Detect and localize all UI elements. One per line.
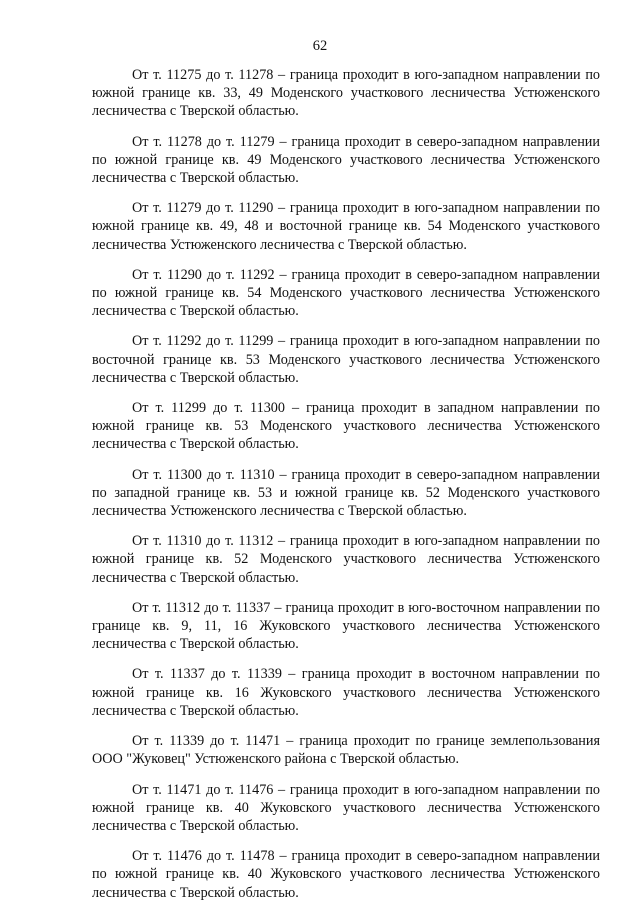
- paragraph: От т. 11290 до т. 11292 – граница проходит в северо-западном направлении по южной границе кв. 54 Моденского участкового лесничества Устюженского лесничества с Тверской областью.: [92, 266, 600, 320]
- paragraph: От т. 11299 до т. 11300 – граница проходит в западном направлении по южной границе кв. 53 Моденского участкового лесничества Устюженского лесничества с Тверской областью.: [92, 400, 600, 453]
- paragraph: От т. 11310 до т. 11312 – граница проходит в юго-западном направлении по южной границе кв. 52 Моденского участкового лесничества Устюженского лесничества с Тверской областью.: [92, 533, 600, 586]
- paragraph: От т. 11292 до т. 11299 – граница проходит в юго-западном направлении по восточной границе кв. 53 Моденского участкового лесничества Устюженского лесничества с Тверской областью.: [92, 333, 600, 386]
- paragraph: От т. 11278 до т. 11279 – граница проходит в северо-западном направлении по южной границе кв. 49 Моденского участкового лесничества Устюженского лесничества с Тверской областью.: [92, 133, 600, 187]
- page-number: 62: [312, 38, 328, 54]
- paragraph: От т. 11337 до т. 11339 – граница проходит в восточном направлении по южной границе кв. 16 Жуковского участкового лесничества Устюженского лесничества с Тверской областью.: [92, 666, 600, 719]
- paragraph: От т. 11339 до т. 11471 – граница проходит по границе землепользования ООО "Жуковец" Устюженского района с Тверской областью.: [92, 733, 600, 768]
- paragraph: От т. 11312 до т. 11337 – граница проходит в юго-восточном направлении по границе кв. 9, 11, 16 Жуковского участкового лесничества Устюженского лесничества с Тверской областью.: [92, 599, 600, 653]
- paragraph: От т. 11471 до т. 11476 – граница проходит в юго-западном направлении по южной границе кв. 40 Жуковского участкового лесничества Устюженского лесничества с Тверской областью.: [92, 781, 600, 834]
- paragraph: От т. 11275 до т. 11278 – граница проходит в юго-западном направлении по южной границе кв. 33, 49 Моденского участкового лесничества Устюженского лесничества с Тверской областью.: [92, 67, 600, 120]
- paragraph: От т. 11300 до т. 11310 – граница проходит в северо-западном направлении по западной границе кв. 53 и южной границе кв. 52 Моденского участкового лесничества Устюженского лесничества с Тверской областью.: [92, 466, 600, 520]
- document-body: [92, 66, 600, 914]
- paragraph: От т. 11476 до т. 11478 – граница проходит в северо-западном направлении по южной границе кв. 40 Жуковского участкового лесничества Устюженского лесничества с Тверской областью.: [92, 848, 600, 901]
- paragraph: От т. 11279 до т. 11290 – граница проходит в юго-западном направлении по южной границе кв. 49, 48 и восточной границе кв. 54 Моденского участкового лесничества Устюженского лесничества с Тверской областью.: [92, 200, 600, 253]
